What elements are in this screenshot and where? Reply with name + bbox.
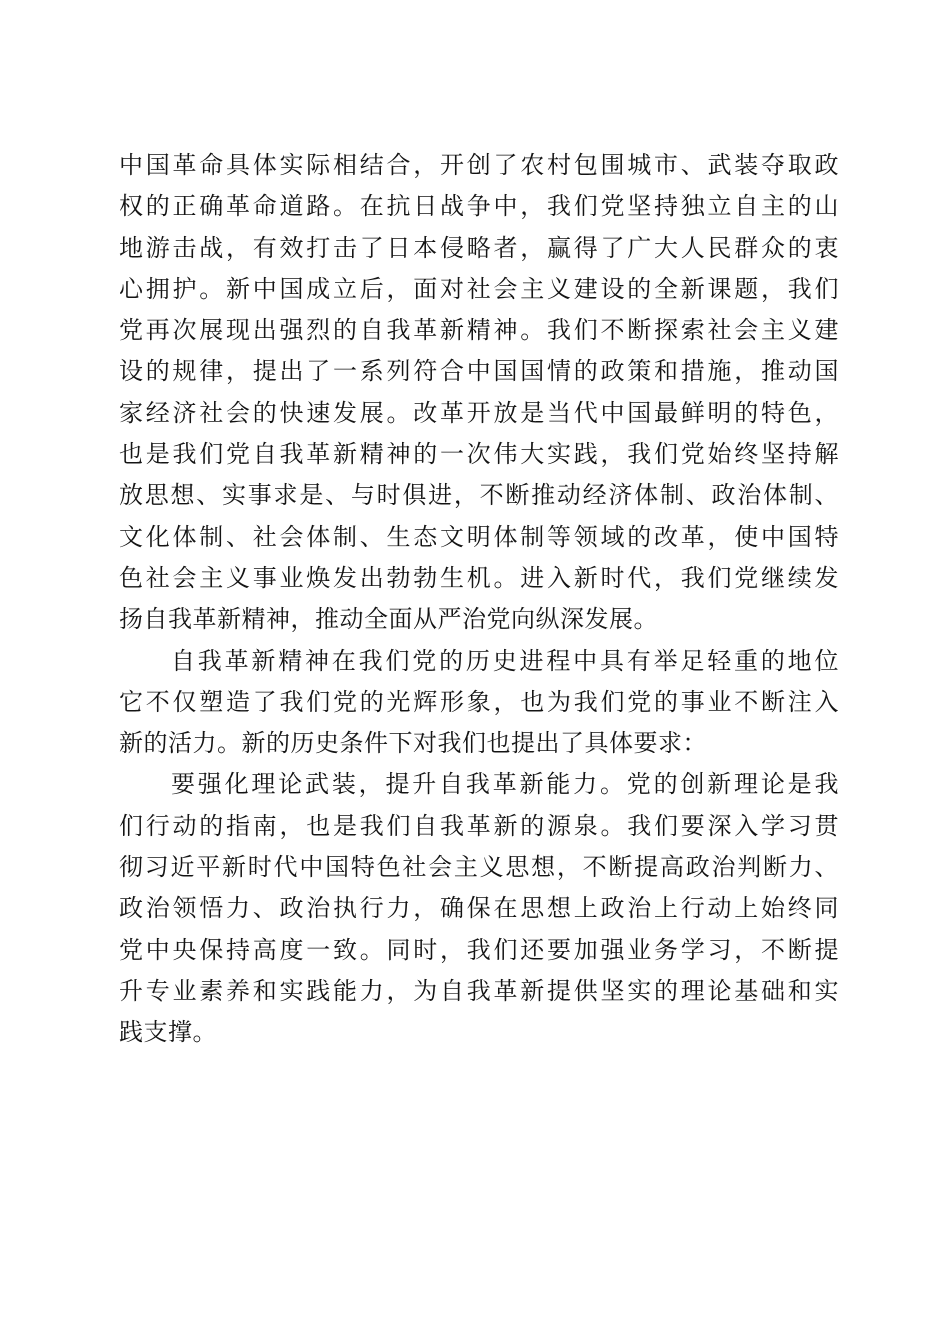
text-line: 权的正确革命道路。在抗日战争中，我们党坚持独立自主的山: [119, 192, 839, 221]
text-line: 自我革新精神在我们党的历史进程中具有举足轻重的地位: [171, 646, 839, 675]
text-line: 色社会主义事业焕发出勃勃生机。进入新时代，我们党继续发: [119, 563, 839, 592]
text-line: 地游击战，有效打击了日本侵略者，赢得了广大人民群众的衷: [119, 233, 839, 262]
text-line: 党中央保持高度一致。同时，我们还要加强业务学习，不断提: [119, 935, 839, 964]
text-line: 要强化理论武装，提升自我革新能力。党的创新理论是我: [171, 770, 839, 799]
text-line: 扬自我革新精神，推动全面从严治党向纵深发展。: [119, 605, 658, 634]
text-line: 也是我们党自我革新精神的一次伟大实践，我们党始终坚持解: [119, 440, 839, 469]
text-line: 践支撑。: [119, 1018, 217, 1047]
text-line: 文化体制、社会体制、生态文明体制等领域的改革，使中国特: [119, 522, 839, 551]
text-line: 心拥护。新中国成立后，面对社会主义建设的全新课题，我们: [119, 274, 839, 303]
text-line: 政治领悟力、政治执行力，确保在思想上政治上行动上始终同: [119, 894, 839, 923]
document-body: [119, 145, 839, 1054]
text-line: 设的规律，提出了一系列符合中国国情的政策和措施，推动国: [119, 357, 839, 386]
text-line: 新的活力。新的历史条件下对我们也提出了具体要求：: [119, 729, 707, 758]
text-line: 升专业素养和实践能力，为自我革新提供坚实的理论基础和实: [119, 976, 839, 1005]
text-line: 彻习近平新时代中国特色社会主义思想，不断提高政治判断力、: [119, 853, 839, 882]
text-line: 它不仅塑造了我们党的光辉形象，也为我们党的事业不断注入: [119, 687, 839, 716]
text-line: 放思想、实事求是、与时俱进，不断推动经济体制、政治体制、: [119, 481, 839, 510]
text-line: 家经济社会的快速发展。改革开放是当代中国最鲜明的特色，: [119, 398, 839, 427]
text-line: 中国革命具体实际相结合，开创了农村包围城市、武装夺取政: [119, 151, 839, 179]
text-line: 党再次展现出强烈的自我革新精神。我们不断探索社会主义建: [119, 316, 839, 345]
text-line: 们行动的指南，也是我们自我革新的源泉。我们要深入学习贯: [119, 811, 839, 840]
